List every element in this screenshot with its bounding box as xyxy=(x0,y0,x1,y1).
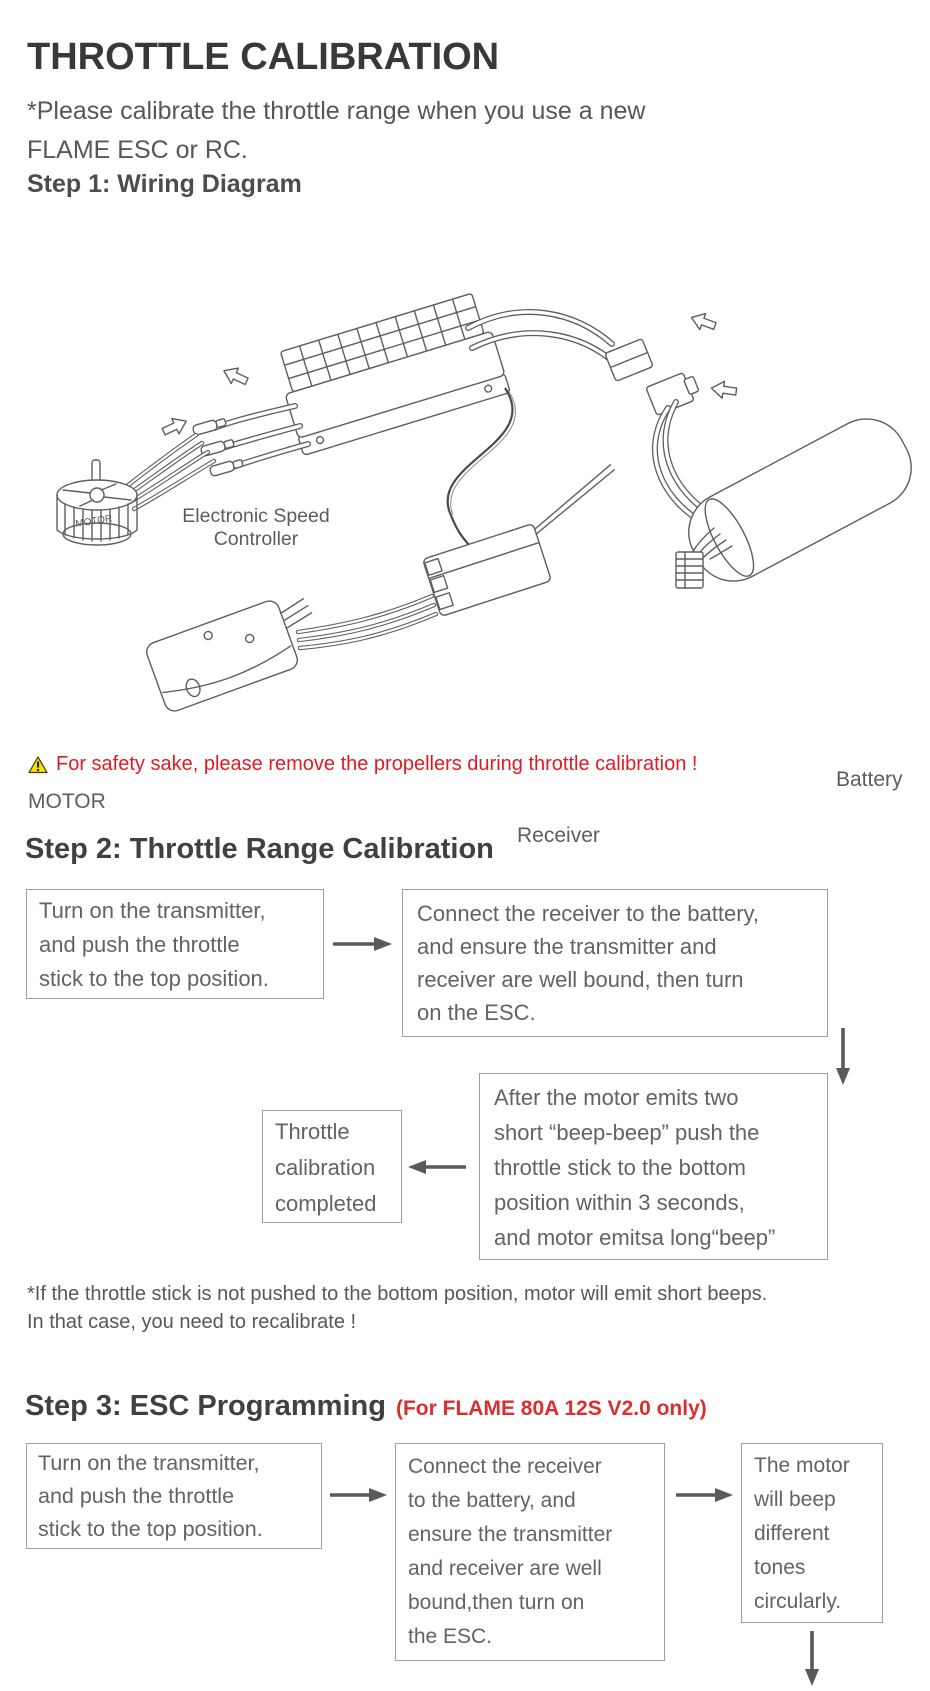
flow-arrow-right-icon xyxy=(676,1486,734,1504)
box-text-line: on the ESC. xyxy=(417,1000,536,1025)
warning-text: For safety sake, please remove the propellers during throttle calibration ! xyxy=(56,753,698,775)
box-text-line: ensure the transmitter xyxy=(408,1523,613,1546)
box-text-line: bound,then turn on xyxy=(408,1591,585,1614)
safety-warning xyxy=(28,753,697,776)
step2-box-4 xyxy=(262,1110,402,1223)
box-text-line: After the motor emits two xyxy=(494,1085,739,1110)
subtitle-line: FLAME ESC or RC. xyxy=(27,136,248,164)
connect-arrow-icon xyxy=(710,380,737,400)
step3-heading-qualifier: (For FLAME 80A 12S V2.0 only) xyxy=(395,1397,707,1420)
connect-arrow-icon xyxy=(220,363,250,389)
step3-heading xyxy=(25,1390,707,1423)
step2-box-3 xyxy=(479,1073,828,1260)
box-text-line: throttle stick to the bottom xyxy=(494,1155,746,1180)
box-text-line: Connect the receiver xyxy=(408,1455,602,1478)
ubec-ribbon-wires xyxy=(298,596,436,648)
step2-box-2 xyxy=(402,889,828,1037)
warning-triangle-icon xyxy=(28,756,48,774)
flow-arrow-right-icon xyxy=(333,935,393,953)
box-text-line: Turn on the transmitter, xyxy=(38,1451,260,1475)
box-text-line: different xyxy=(754,1522,830,1545)
box-text-line: and push the throttle xyxy=(39,932,240,957)
box-text-line: the ESC. xyxy=(408,1625,493,1648)
box-text-line: and motor emitsa long“beep” xyxy=(494,1225,776,1250)
box-text-line: Throttle xyxy=(275,1119,350,1144)
step3-box-3 xyxy=(741,1443,883,1623)
box-text-line: to the battery, and xyxy=(408,1489,576,1512)
box-text-line: completed xyxy=(275,1191,377,1216)
subtitle-line: *Please calibrate the throttle range when you use a new xyxy=(27,97,646,125)
step1-heading: Step 1: Wiring Diagram xyxy=(27,170,302,198)
flow-arrow-right-icon xyxy=(330,1486,388,1504)
esc-illustration xyxy=(273,291,511,456)
box-text-line: and push the throttle xyxy=(38,1484,235,1508)
step3-box-2 xyxy=(395,1443,665,1661)
box-text-line: will beep xyxy=(754,1488,836,1511)
box-text-line: receiver are well bound, then turn xyxy=(417,967,744,992)
receiver-label: Receiver xyxy=(517,824,600,847)
battery-label: Battery xyxy=(836,768,903,791)
step3-box-1 xyxy=(26,1443,322,1549)
box-text-line: circularly. xyxy=(754,1590,842,1613)
box-text-line: stick to the top position. xyxy=(38,1517,263,1541)
power-connector-pair xyxy=(605,339,702,416)
motor-label: MOTOR xyxy=(28,790,106,813)
box-text-line: and receiver are well xyxy=(408,1557,602,1580)
esc-label: Electronic Speed Controller xyxy=(182,505,330,550)
ubec-illustration xyxy=(144,588,327,713)
connect-arrow-icon xyxy=(160,413,190,439)
flow-arrow-down-icon xyxy=(834,1028,852,1086)
box-text-line: position within 3 seconds, xyxy=(494,1190,745,1215)
note-line: *If the throttle stick is not pushed to the bottom position, motor will emit short beeps. xyxy=(27,1283,768,1305)
box-text-line: Connect the receiver to the battery, xyxy=(417,901,759,926)
receiver-illustration xyxy=(413,464,641,616)
flow-arrow-left-icon xyxy=(407,1158,467,1176)
connect-arrow-icon xyxy=(689,309,718,334)
box-text-line: short “beep-beep” push the xyxy=(494,1120,760,1145)
step2-heading: Step 2: Throttle Range Calibration xyxy=(25,833,494,865)
motor-illustration xyxy=(57,460,137,545)
motor-engraving: MOTOR xyxy=(74,513,114,530)
page-subtitle xyxy=(27,92,645,170)
flow-arrow-down-icon xyxy=(803,1631,821,1687)
step2-note xyxy=(27,1280,767,1336)
box-text-line: and ensure the transmitter and xyxy=(417,934,717,959)
step2-box-1 xyxy=(26,889,324,999)
box-text-line: stick to the top position. xyxy=(39,966,269,991)
signal-wire xyxy=(448,388,513,546)
box-text-line: Turn on the transmitter, xyxy=(39,898,266,923)
wiring-diagram-illustration xyxy=(0,228,930,740)
box-text-line: tones xyxy=(754,1556,806,1579)
box-text-line: The motor xyxy=(754,1454,850,1477)
balance-connector xyxy=(676,552,703,588)
note-line: In that case, you need to recalibrate ! xyxy=(27,1311,357,1333)
battery-illustration xyxy=(675,405,926,595)
page-title: THROTTLE CALIBRATION xyxy=(27,36,500,78)
step3-heading-text: Step 3: ESC Programming xyxy=(25,1390,386,1422)
box-text-line: calibration xyxy=(275,1155,376,1180)
